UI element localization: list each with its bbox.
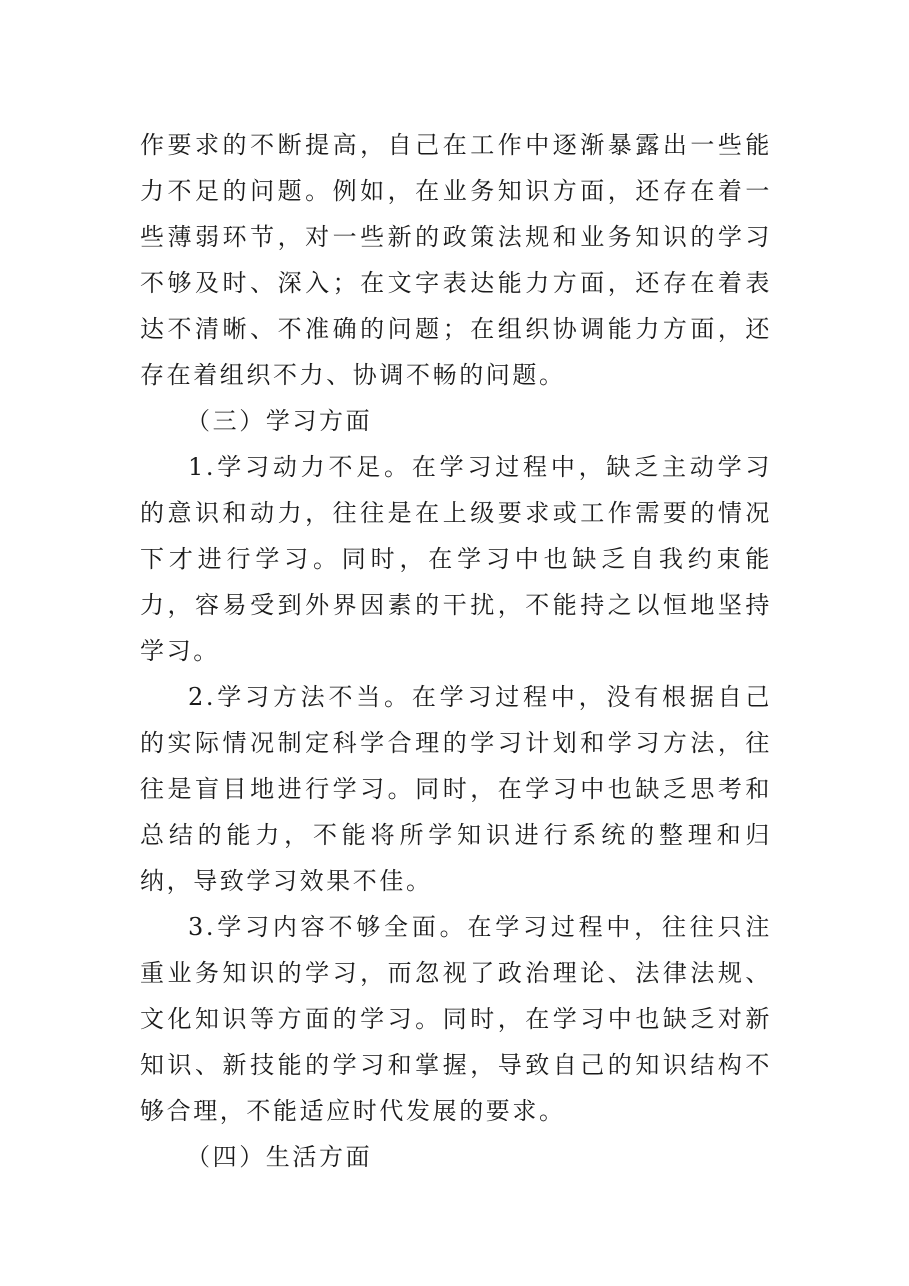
section-heading-life: （四）生活方面 (186, 1143, 373, 1171)
paragraph-continuation: 作要求的不断提高，自己在工作中逐渐暴露出一些能力不足的问题。例如，在业务知识方面，还存在着一些薄弱环节，对一些新的政策法规和业务知识的学习不够及时、深入；在文字表达能力方面，还存在着表达不清晰、不准确的问题；在组织协调能力方面，还存在着组织不力、协调不畅的问题。 (140, 131, 772, 389)
document-body (140, 122, 772, 1180)
section-heading-study: （三）学习方面 (186, 407, 373, 435)
paragraph-study-content: 3.学习内容不够全面。在学习过程中，往往只注重业务知识的学习，而忽视了政治理论、法律法规、文化知识等方面的学习。同时，在学习中也缺乏对新知识、新技能的学习和掌握，导致自己的知识结构不够合理，不能适应时代发展的要求。 (140, 913, 772, 1125)
paragraph-study-method: 2.学习方法不当。在学习过程中，没有根据自己的实际情况制定科学合理的学习计划和学习方法，往往是盲目地进行学习。同时，在学习中也缺乏思考和总结的能力，不能将所学知识进行系统的整理和归纳，导致学习效果不佳。 (140, 683, 772, 895)
paragraph-study-motivation: 1.学习动力不足。在学习过程中，缺乏主动学习的意识和动力，往往是在上级要求或工作需要的情况下才进行学习。同时，在学习中也缺乏自我约束能力，容易受到外界因素的干扰，不能持之以恒地坚持学习。 (140, 453, 772, 665)
